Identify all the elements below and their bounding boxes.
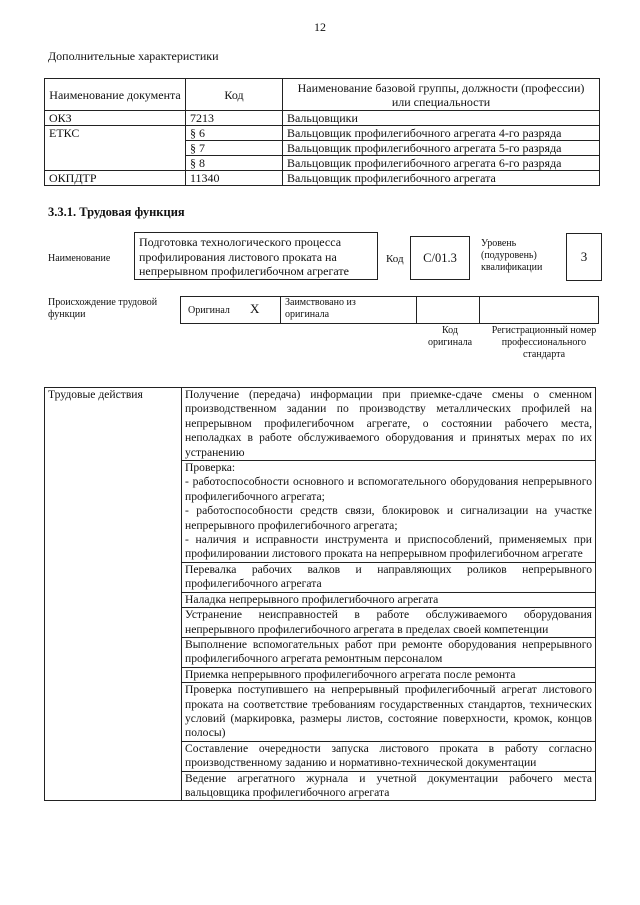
list-item: Выполнение вспомогательных работ при ремонте оборудования непрерывного профилегибочного агрегата ремонтным персоналом (182, 637, 596, 667)
list-item: Проверка поступившего на непрерывный профилегибочный агрегат листового проката на соответствие требованиям государственных стандартов, технических условий (маркировка, размеры листов, состояние поверхности, кромок, концов полосы) (182, 683, 596, 742)
section-heading-function: 3.3.1. Трудовая функция (48, 205, 185, 219)
code-original-label: Код оригинала (427, 325, 473, 348)
row-code: 11340 (186, 171, 283, 186)
check-line: - работоспособности средств связи, блокировок и сигнализации на участке непрерывного профилегибочного агрегата; (185, 504, 592, 532)
code-label: Код (386, 253, 404, 265)
row-name: Вальцовщик профилегибочного агрегата 5-го разряда (283, 141, 600, 156)
origin-label: Происхождение трудовой функции (48, 297, 158, 320)
table-row (45, 171, 600, 186)
registration-number-label: Регистрационный номер профессионального стандарта (491, 325, 597, 360)
table-header-row (45, 79, 600, 111)
row-name: Вальцовщик профилегибочного агрегата (283, 171, 600, 186)
list-item: Приемка непрерывного профилегибочного агрегата после ремонта (182, 667, 596, 682)
origin-divider (479, 297, 480, 323)
list-item: Наладка непрерывного профилегибочного агрегата (182, 592, 596, 607)
qualification-level-label: Уровень (подуровень) квалификации (481, 238, 543, 273)
page-number: 12 (314, 20, 326, 34)
check-line: - наличия и исправности инструмента и приспособлений, применяемых при профилировании листового проката на непрерывном профилегибочном агрегате (185, 533, 592, 561)
table-row (45, 126, 600, 141)
list-item (182, 461, 596, 563)
origin-divider (280, 297, 281, 323)
name-label: Наименование (48, 253, 111, 264)
row-code: § 8 (186, 156, 283, 171)
labor-actions-table (44, 387, 596, 801)
row-code: § 7 (186, 141, 283, 156)
original-label: Оригинал (188, 305, 230, 316)
additional-characteristics-table (44, 78, 600, 186)
header-code: Код (186, 79, 283, 111)
list-item: Перевалка рабочих валков и направляющих роликов непрерывного профилегибочного агрегата (182, 562, 596, 592)
borrowed-label: Заимствовано из оригинала (285, 297, 356, 320)
row-name: Вальцовщик профилегибочного агрегата 6-го разряда (283, 156, 600, 171)
row-document: ОКПДТР (45, 171, 186, 186)
row-code: § 6 (186, 126, 283, 141)
table-row (45, 388, 596, 461)
qualification-level-value: 3 (566, 233, 602, 281)
original-mark: X (250, 301, 260, 316)
header-group-name: Наименование базовой группы, должности (профессии) или специальности (283, 79, 600, 111)
list-item: Получение (передача) информации при приемке-сдаче смены о сменном производственном задании по производству металлических профилей на непрерывном профилегибочном агрегате, о состоянии рабочего места, неполадках в работе обслуживаемого оборудования и принятых мерах по их устранению (182, 388, 596, 461)
check-line: - работоспособности основного и вспомогательного оборудования непрерывного профилегибочного агрегата; (185, 475, 592, 503)
origin-divider (416, 297, 417, 323)
function-code-value: C/01.3 (410, 236, 470, 280)
list-item: Ведение агрегатного журнала и учетной документации рабочего места вальцовщика профилегибочного агрегата (182, 771, 596, 801)
list-item: Устранение неисправностей в работе обслуживаемого оборудования непрерывного профилегибочного агрегата в пределах своей компетенции (182, 608, 596, 638)
row-code: 7213 (186, 111, 283, 126)
row-name: Вальцовщики (283, 111, 600, 126)
section-heading-additional: Дополнительные характеристики (48, 49, 219, 63)
function-name-value: Подготовка технологического процесса профилирования листового проката на непрерывном профилегибочном агрегате (134, 232, 378, 280)
header-document: Наименование документа (45, 79, 186, 111)
row-document: ЕТКС (45, 126, 186, 171)
row-document: ОКЗ (45, 111, 186, 126)
check-heading: Проверка: (185, 461, 236, 475)
list-item: Составление очередности запуска листового проката в работу согласно производственному заданию и нормативно-технической документации (182, 741, 596, 771)
table-row (45, 111, 600, 126)
row-name: Вальцовщик профилегибочного агрегата 4-го разряда (283, 126, 600, 141)
labor-actions-label: Трудовые действия (45, 388, 182, 801)
